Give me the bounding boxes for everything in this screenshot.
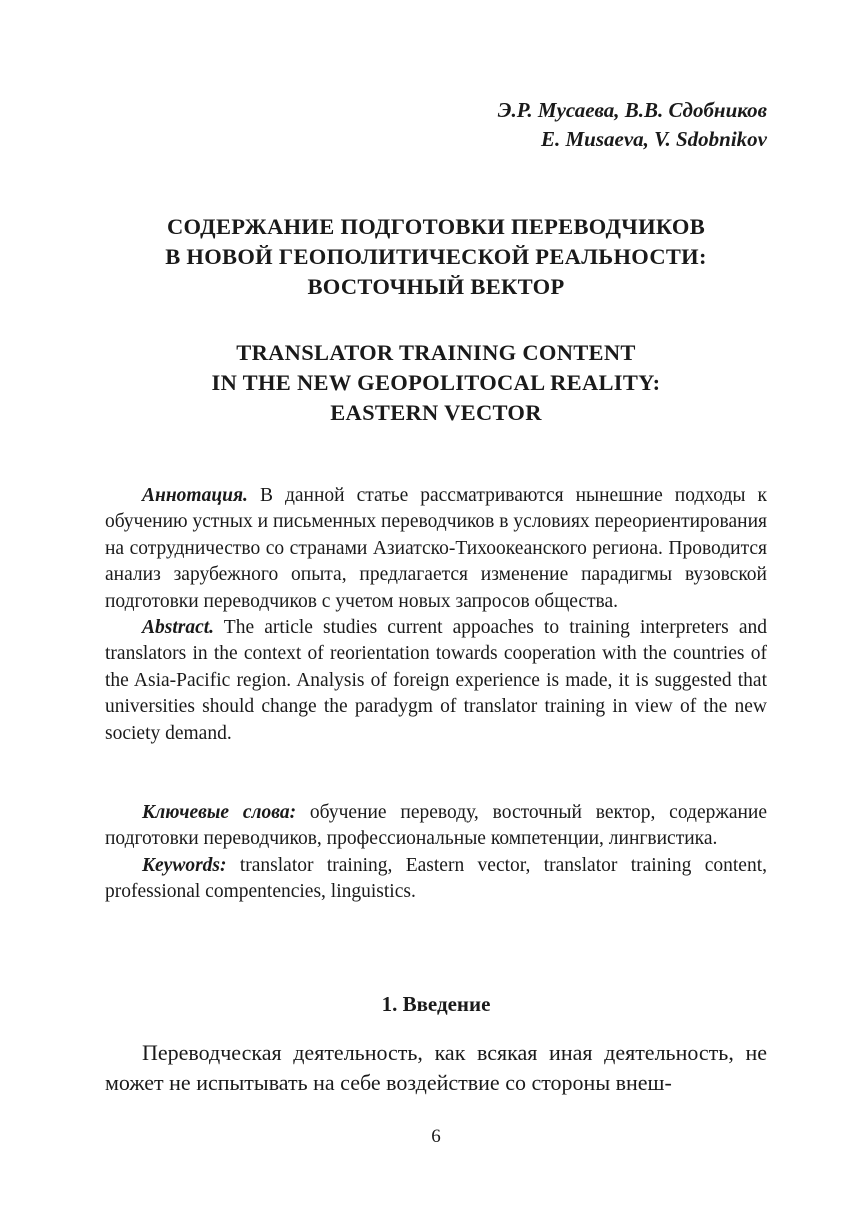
- article-page: [105, 0, 767, 1211]
- title-en-line-2: IN THE NEW GEOPOLITOCAL REALITY:: [211, 370, 661, 395]
- title-en-line-1: TRANSLATOR TRAINING CONTENT: [236, 340, 636, 365]
- keywords-en: [105, 853, 767, 906]
- page-number: 6: [431, 1126, 441, 1147]
- authors-block: [498, 96, 767, 154]
- section-heading: 1. Введение: [381, 992, 491, 1016]
- keywords-ru: [105, 800, 767, 853]
- abstract-en-text: The article studies current appoaches to training interpreters and translators in the context of reorientation towards cooperation with the countries of the Asia-Pacific region. Analysis of foreign experience is made, it is suggested that universities should change the paradygm of translator training in view of the new society demand.: [105, 617, 767, 744]
- authors-en: E. Musaeva, V. Sdobnikov: [541, 127, 767, 151]
- title-english: [105, 338, 767, 428]
- annotation-ru: [105, 483, 767, 615]
- title-russian: [105, 212, 767, 302]
- keywords-ru-text: обучение переводу, восточный вектор, содержание подготовки переводчиков, профессиональные компетенции, лингвистика.: [105, 802, 767, 850]
- keywords-block: [105, 800, 767, 906]
- title-ru-line-3: ВОСТОЧНЫЙ ВЕКТОР: [307, 274, 565, 299]
- abstracts-block: [105, 483, 767, 747]
- title-ru-line-2: В НОВОЙ ГЕОПОЛИТИЧЕСКОЙ РЕАЛЬНОСТИ:: [165, 244, 707, 269]
- keywords-en-text: translator training, Eastern vector, translator training content, professional compentencies, linguistics.: [105, 854, 767, 903]
- body-text: [105, 1038, 767, 1098]
- keywords-en-label: Keywords:: [142, 854, 227, 876]
- title-en-line-3: EASTERN VECTOR: [330, 400, 542, 425]
- abstract-en: [105, 615, 767, 747]
- annotation-ru-text: В данной статье рассматриваются нынешние подходы к обучению устных и письменных переводчиков в условиях переориентирования на сотрудничество со странами Азиатско-Тихоокеанского региона. Проводится анализ зарубежного опыта, предлагается изменение парадигмы вузовской подготовки переводчиков с учетом новых запросов общества.: [105, 485, 767, 612]
- title-ru-line-1: СОДЕРЖАНИЕ ПОДГОТОВКИ ПЕРЕВОДЧИКОВ: [166, 214, 706, 239]
- keywords-ru-label: Ключевые слова:: [142, 802, 297, 823]
- abstract-en-label: Abstract.: [142, 617, 215, 639]
- authors-ru: Э.Р. Мусаева, В.В. Сдобников: [497, 98, 767, 122]
- body-paragraph: Переводческая деятельность, как всякая иная деятельность, не может не испытывать на себе воздействие со стороны внеш-: [105, 1040, 767, 1095]
- annotation-ru-label: Аннотация.: [142, 485, 248, 506]
